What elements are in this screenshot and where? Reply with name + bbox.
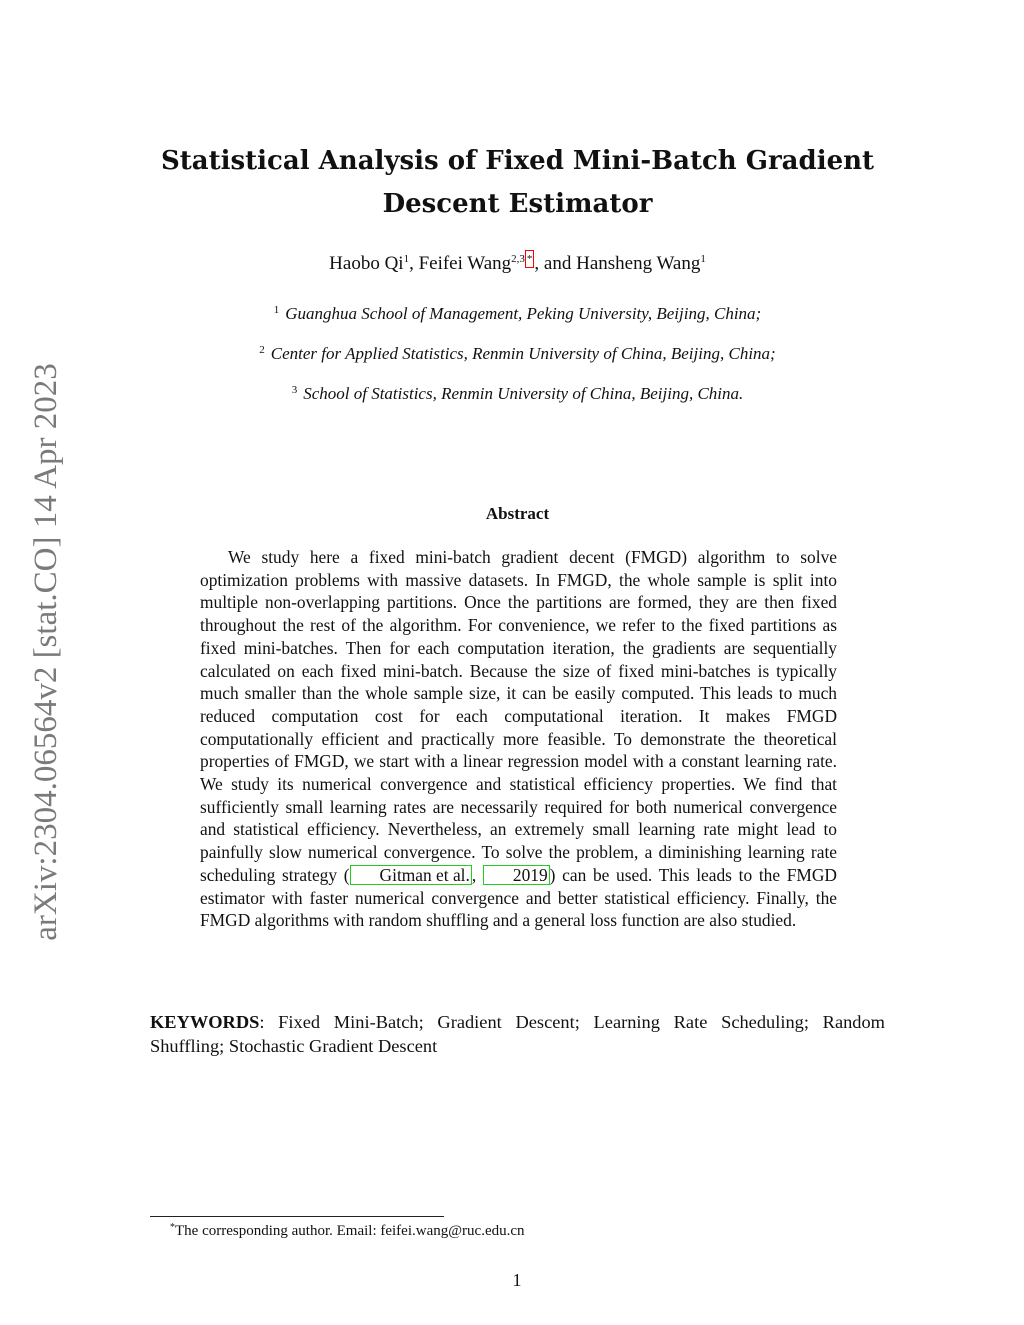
keywords (150, 1010, 885, 1058)
corresponding-author-footnote-link[interactable]: * (525, 250, 535, 268)
affiliation-text: Guanghua School of Management, Peking University, Beijing, China; (285, 304, 762, 323)
citation-link-year[interactable]: 2019 (483, 865, 550, 885)
title-line-1: Statistical Analysis of Fixed Mini-Batch Gradient (160, 146, 875, 176)
abstract-text: ) can be used. This leads to the FMGD estimator with faster numerical convergence and better statistical efficiency. Finally, the FMGD algorithms with random shuffling and a general loss function are also studied. (200, 864, 837, 931)
affiliation-3 (150, 382, 885, 406)
author-list (150, 250, 885, 277)
keywords-label: KEYWORDS (150, 1012, 260, 1032)
page-number: 1 (512, 1270, 522, 1290)
affiliation-mark: 2 (259, 344, 265, 356)
corresponding-author-footnote (170, 1221, 525, 1241)
author-name: Haobo Qi (329, 253, 404, 274)
abstract-body (200, 546, 837, 932)
affiliation-1 (150, 302, 885, 326)
footnote-divider (150, 1216, 444, 1217)
author-affiliation-numbers: 2,3 (511, 253, 525, 265)
affiliation-mark: 3 (291, 384, 298, 396)
affiliation-text: Center for Applied Statistics, Renmin University of China, Beijing, China; (270, 344, 776, 363)
affiliation-2 (150, 342, 885, 366)
abstract-heading: Abstract (485, 504, 550, 523)
author-affiliation-mark: 1 (403, 253, 410, 265)
author-separator: , (409, 253, 419, 274)
footnote-text: The corresponding author. Email: feifei.wang@ruc.edu.cn (175, 1223, 525, 1239)
citation-link-authors[interactable]: Gitman et al. (350, 865, 472, 885)
keywords-text: : Fixed Mini-Batch; Gradient Descent; Learning Rate Scheduling; Random Shuffling; Stochastic Gradient Descent (150, 1012, 885, 1056)
title-line-2: Descent Estimator (382, 189, 653, 219)
paper-title (150, 140, 885, 226)
abstract-text: We study here a fixed mini-batch gradient decent (FMGD) algorithm to solve optimization problems with massive datasets. In FMGD, the whole sample is split into multiple non-overlapping partitions. Once the partitions are formed, they are then fixed throughout the rest of the algorithm. For convenience, we refer to the fixed partitions as fixed mini-batches. Then for each computation iteration, the gradients are sequentially calculated on each fixed mini-batch. Because the size of fixed mini-batches is typically much smaller than the whole sample size, it can be easily computed. This leads to much reduced computation cost for each computational iteration. It makes FMGD computationally efficient and practically more feasible. To demonstrate the theoretical properties of FMGD, we start with a linear regression model with a constant learning rate. We study its numerical convergence and statistical efficiency properties. We find that sufficiently small learning rates are necessarily required for both numerical convergence and statistical efficiency. Nevertheless, an extremely small learning rate might lead to painfully slow numerical convergence. To solve the problem, a diminishing learning rate scheduling strategy ( (200, 547, 837, 885)
author-name: Hansheng Wang (576, 253, 701, 274)
affiliation-mark: 1 (273, 304, 280, 316)
arxiv-identifier-stamp: arXiv:2304.06564v2 [stat.CO] 14 Apr 2023 (28, 363, 64, 941)
author-affiliation-mark (511, 253, 534, 265)
affiliation-text: School of Statistics, Renmin University of China, Beijing, China. (303, 384, 744, 403)
citation-separator: , (471, 864, 483, 885)
author-name: Feifei Wang (418, 253, 512, 274)
author-affiliation-mark: 1 (700, 253, 706, 265)
author-separator: , and (534, 253, 577, 274)
footnote-mark: * (170, 1222, 175, 1233)
